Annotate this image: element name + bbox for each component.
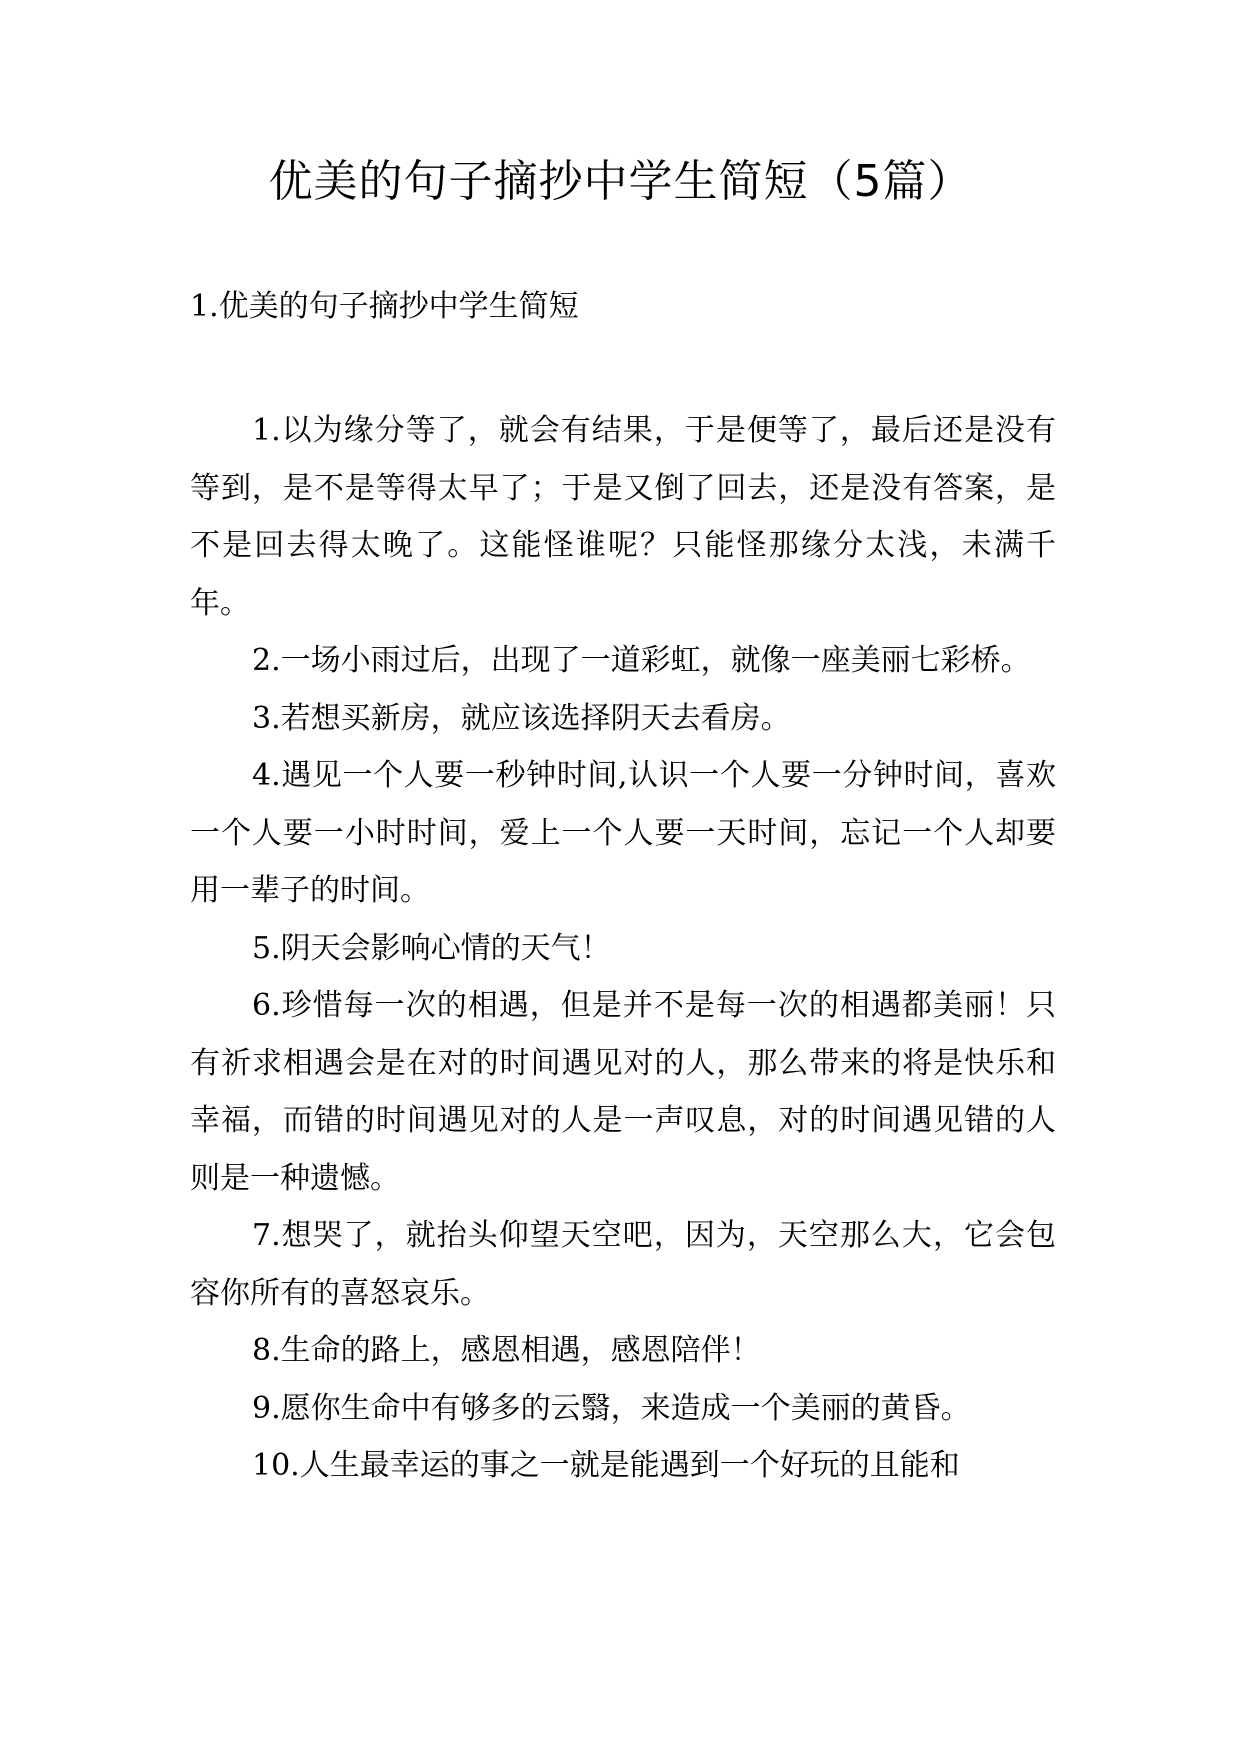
paragraph-9: 9.愿你生命中有够多的云翳，来造成一个美丽的黄昏。 xyxy=(252,1390,971,1426)
paragraph-6: 6.珍惜每一次的相遇，但是并不是每一次的相遇都美丽！只有祈求相遇会是在对的时间遇见对的人，那么带来的将是快乐和幸福，而错的时间遇见对的人是一声叹息，对的时间遇见错的人则是一种遗憾。 xyxy=(190,988,1056,1196)
document-title: 优美的句子摘抄中学生简短（5篇） xyxy=(268,156,973,207)
paragraph-2: 2.一场小雨过后，出现了一道彩虹，就像一座美丽七彩桥。 xyxy=(252,643,1031,678)
paragraph-1: 1.以为缘分等了，就会有结果，于是便等了，最后还是没有等到，是不是等得太早了；于是又倒了回去，还是没有答案，是不是回去得太晚了。这能怪谁呢？只能怪那缘分太浅，未满千年。 xyxy=(190,413,1056,621)
paragraph-5: 5.阴天会影响心情的天气！ xyxy=(252,930,611,966)
paragraph-4: 4.遇见一个人要一秒钟时间,认识一个人要一分钟时间，喜欢一个人要一小时时间，爱上一个人要一天时间，忘记一个人却要用一辈子的时间。 xyxy=(190,758,1056,908)
paragraph-7: 7.想哭了，就抬头仰望天空吧，因为，天空那么大，它会包容你所有的喜怒哀乐。 xyxy=(190,1218,1056,1311)
paragraph-10: 10.人生最幸运的事之一就是能遇到一个好玩的且能和 xyxy=(252,1448,960,1483)
section-heading: 1.优美的句子摘抄中学生简短 xyxy=(190,289,579,324)
paragraph-3: 3.若想买新房，就应该选择阴天去看房。 xyxy=(252,700,791,736)
paragraph-8: 8.生命的路上，感恩相遇，感恩陪伴！ xyxy=(252,1333,761,1368)
body-text xyxy=(190,402,1056,1495)
